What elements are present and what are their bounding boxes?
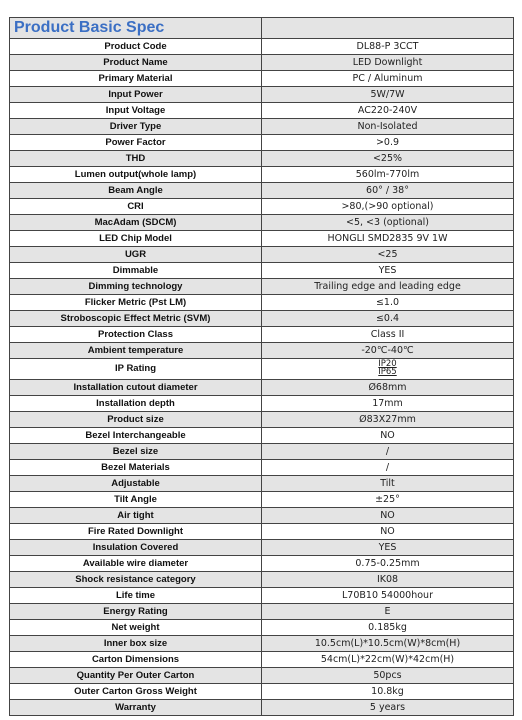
spec-row: [10, 380, 514, 396]
spec-row: [10, 359, 514, 380]
spec-value: E: [262, 604, 514, 620]
spec-value: 17mm: [262, 396, 514, 412]
spec-value: Ø83X27mm: [262, 412, 514, 428]
spec-label: CRI: [10, 199, 262, 215]
spec-row: [10, 524, 514, 540]
spec-value: Ø68mm: [262, 380, 514, 396]
spec-value: /: [262, 460, 514, 476]
spec-row: [10, 476, 514, 492]
spec-label: Installation cutout diameter: [10, 380, 262, 396]
spec-row: [10, 55, 514, 71]
spec-label: Protection Class: [10, 327, 262, 343]
spec-label: Warranty: [10, 700, 262, 716]
spec-value: 50pcs: [262, 668, 514, 684]
spec-label: Fire Rated Downlight: [10, 524, 262, 540]
spec-row: [10, 215, 514, 231]
spec-label: Tilt Angle: [10, 492, 262, 508]
spec-row: [10, 183, 514, 199]
spec-value: <25: [262, 247, 514, 263]
spec-row: [10, 279, 514, 295]
spec-row: [10, 71, 514, 87]
spec-label: Driver Type: [10, 119, 262, 135]
spec-value: 5 years: [262, 700, 514, 716]
spec-row: [10, 103, 514, 119]
spec-label: Bezel Materials: [10, 460, 262, 476]
spec-row: [10, 87, 514, 103]
spec-label: Flicker Metric (Pst LM): [10, 295, 262, 311]
spec-value: Non-Isolated: [262, 119, 514, 135]
spec-row: [10, 327, 514, 343]
spec-label: Inner box size: [10, 636, 262, 652]
title-row: [10, 18, 514, 39]
spec-value: ±25°: [262, 492, 514, 508]
spec-value: PC / Aluminum: [262, 71, 514, 87]
spec-label: Ambient temperature: [10, 343, 262, 359]
spec-label: Product size: [10, 412, 262, 428]
spec-value: 10.8kg: [262, 684, 514, 700]
spec-value: 10.5cm(L)*10.5cm(W)*8cm(H): [262, 636, 514, 652]
spec-row: [10, 684, 514, 700]
spec-label: Stroboscopic Effect Metric (SVM): [10, 311, 262, 327]
spec-value: 54cm(L)*22cm(W)*42cm(H): [262, 652, 514, 668]
spec-label: UGR: [10, 247, 262, 263]
spec-value: -20℃-40℃: [262, 343, 514, 359]
spec-value: IK08: [262, 572, 514, 588]
spec-row: [10, 343, 514, 359]
spec-row: [10, 540, 514, 556]
spec-value: YES: [262, 263, 514, 279]
spec-value: AC220-240V: [262, 103, 514, 119]
spec-row: [10, 700, 514, 716]
spec-label: Lumen output(whole lamp): [10, 167, 262, 183]
spec-label: Installation depth: [10, 396, 262, 412]
spec-row: [10, 572, 514, 588]
spec-row: [10, 231, 514, 247]
spec-label: Dimmable: [10, 263, 262, 279]
spec-value: 0.185kg: [262, 620, 514, 636]
spec-label: Bezel size: [10, 444, 262, 460]
spec-label: Product Name: [10, 55, 262, 71]
spec-value: /: [262, 444, 514, 460]
spec-label: Life time: [10, 588, 262, 604]
spec-label: Quantity Per Outer Carton: [10, 668, 262, 684]
spec-label: Beam Angle: [10, 183, 262, 199]
spec-row: [10, 39, 514, 55]
spec-row: [10, 636, 514, 652]
spec-label: MacAdam (SDCM): [10, 215, 262, 231]
spec-row: [10, 620, 514, 636]
spec-row: [10, 412, 514, 428]
spec-label: IP Rating: [10, 359, 262, 380]
spec-value: 0.75-0.25mm: [262, 556, 514, 572]
spec-row: [10, 119, 514, 135]
spec-row: [10, 556, 514, 572]
spec-label: Air tight: [10, 508, 262, 524]
spec-label: Carton Dimensions: [10, 652, 262, 668]
spec-row: [10, 151, 514, 167]
spec-row: [10, 428, 514, 444]
spec-value: Tilt: [262, 476, 514, 492]
spec-label: Insulation Covered: [10, 540, 262, 556]
spec-row: [10, 135, 514, 151]
spec-value: DL88-P 3CCT: [262, 39, 514, 55]
spec-row: [10, 652, 514, 668]
spec-row: [10, 444, 514, 460]
spec-value: Class II: [262, 327, 514, 343]
spec-row: [10, 247, 514, 263]
title-row-empty-cell: [262, 18, 514, 39]
spec-value: Trailing edge and leading edge: [262, 279, 514, 295]
spec-value: HONGLI SMD2835 9V 1W: [262, 231, 514, 247]
spec-row: [10, 604, 514, 620]
spec-title: Product Basic Spec: [10, 18, 262, 39]
spec-value: L70B10 54000hour: [262, 588, 514, 604]
spec-label: Shock resistance category: [10, 572, 262, 588]
spec-label: LED Chip Model: [10, 231, 262, 247]
spec-row: [10, 588, 514, 604]
spec-label: Input Voltage: [10, 103, 262, 119]
spec-value: <5, <3 (optional): [262, 215, 514, 231]
spec-value: >0.9: [262, 135, 514, 151]
spec-row: [10, 492, 514, 508]
spec-row: [10, 460, 514, 476]
spec-value: LED Downlight: [262, 55, 514, 71]
spec-label: Dimming technology: [10, 279, 262, 295]
spec-value: ≤1.0: [262, 295, 514, 311]
spec-row: [10, 668, 514, 684]
spec-value: 5W/7W: [262, 87, 514, 103]
spec-value: [262, 359, 514, 380]
spec-label: THD: [10, 151, 262, 167]
spec-label: Energy Rating: [10, 604, 262, 620]
spec-value: 560lm-770lm: [262, 167, 514, 183]
spec-value: NO: [262, 428, 514, 444]
spec-value: >80,(>90 optional): [262, 199, 514, 215]
spec-table-body: [10, 18, 514, 716]
spec-row: [10, 167, 514, 183]
spec-label: Input Power: [10, 87, 262, 103]
spec-label: Available wire diameter: [10, 556, 262, 572]
spec-row: [10, 508, 514, 524]
spec-value: NO: [262, 524, 514, 540]
product-spec-table: [9, 17, 514, 716]
spec-value: NO: [262, 508, 514, 524]
spec-row: [10, 396, 514, 412]
spec-value: ≤0.4: [262, 311, 514, 327]
spec-value-line: IP65: [378, 366, 397, 377]
spec-label: Adjustable: [10, 476, 262, 492]
spec-row: [10, 263, 514, 279]
spec-value-line: IP20: [378, 358, 397, 369]
spec-value: YES: [262, 540, 514, 556]
spec-label: Bezel Interchangeable: [10, 428, 262, 444]
spec-value: <25%: [262, 151, 514, 167]
spec-row: [10, 295, 514, 311]
spec-label: Power Factor: [10, 135, 262, 151]
spec-value-stack: [378, 360, 396, 376]
spec-label: Outer Carton Gross Weight: [10, 684, 262, 700]
spec-row: [10, 311, 514, 327]
spec-label: Product Code: [10, 39, 262, 55]
spec-label: Primary Material: [10, 71, 262, 87]
spec-row: [10, 199, 514, 215]
spec-value: 60° / 38°: [262, 183, 514, 199]
spec-label: Net weight: [10, 620, 262, 636]
